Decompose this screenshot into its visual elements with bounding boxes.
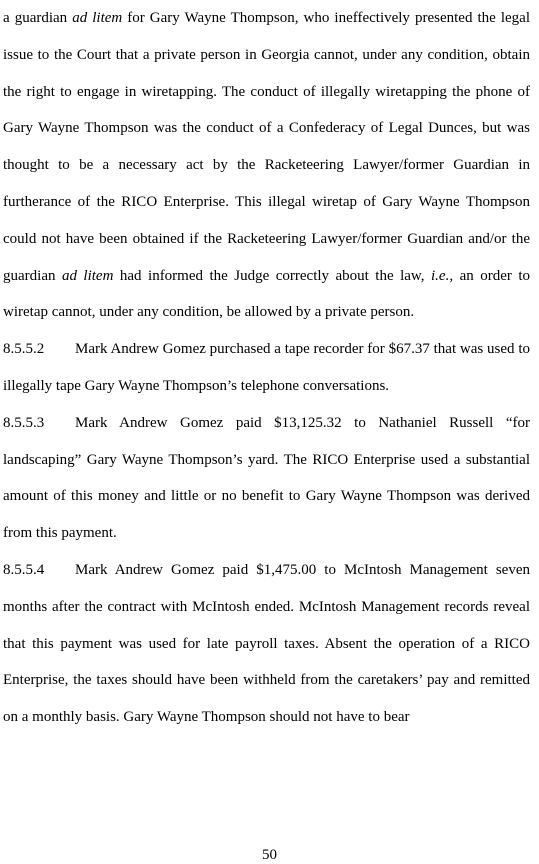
segment-italic: ad litem bbox=[61, 267, 114, 284]
document-body bbox=[3, 0, 530, 736]
paragraph-continuation bbox=[3, 0, 530, 331]
segment-text: Mark Andrew Gomez paid $13,125.32 to Nathaniel Russell “for landscaping” Gary Wayne Thompson’s yard. The RICO Enterprise used a substantial amount of this money and little or no benefit to Gary Wayne Thompson was derived from this payment. bbox=[3, 414, 530, 542]
section-number: 8.5.5.4 bbox=[3, 561, 45, 578]
segment-text: Mark Andrew Gomez purchased a tape recorder for $67.37 that was used to illegally tape Gary Wayne Thompson’s telephone conversations. bbox=[3, 341, 530, 394]
segment-text: Mark Andrew Gomez paid $1,475.00 to McIntosh Management seven months after the contract with McIntosh ended. McIntosh Management records reveal that this payment was used for late payroll taxes. Absent the operation of a RICO Enterprise, the taxes should have been withheld from the caretakers’ pay and remitted on a monthly basis. Gary Wayne Thompson should not have to bear bbox=[3, 561, 530, 726]
paragraph-8-5-5-4 bbox=[3, 552, 530, 736]
segment-text: for Gary Wayne Thompson, who ineffectively presented the legal issue to the Court that a private person in Georgia cannot, under any condition, obtain the right to engage in wiretapping. The conduct of illegally wiretapping the phone of Gary Wayne Thompson was the conduct of a Confederacy of Legal Dunces, but was thought to be a necessary act by the Racketeering Lawyer/former Guardian in furtherance of the RICO Enterprise. This illegal wiretap of Gary Wayne Thompson could not have been obtained if the Racketeering Lawyer/former Guardian and/or the guardian bbox=[3, 10, 530, 284]
segment-italic: ad litem bbox=[72, 10, 123, 26]
segment-text: had informed the Judge correctly about the law, bbox=[113, 267, 432, 284]
section-number: 8.5.5.2 bbox=[3, 341, 45, 358]
paragraph-8-5-5-2 bbox=[3, 331, 530, 405]
section-number: 8.5.5.3 bbox=[3, 414, 45, 431]
segment-italic: i.e., bbox=[431, 267, 454, 284]
paragraph-8-5-5-3 bbox=[3, 405, 530, 552]
segment-text: a guardian bbox=[3, 10, 73, 26]
segment-text: an order to wiretap cannot, under any condition, be allowed by a private person. bbox=[3, 267, 530, 321]
page-number: 50 bbox=[262, 847, 277, 863]
